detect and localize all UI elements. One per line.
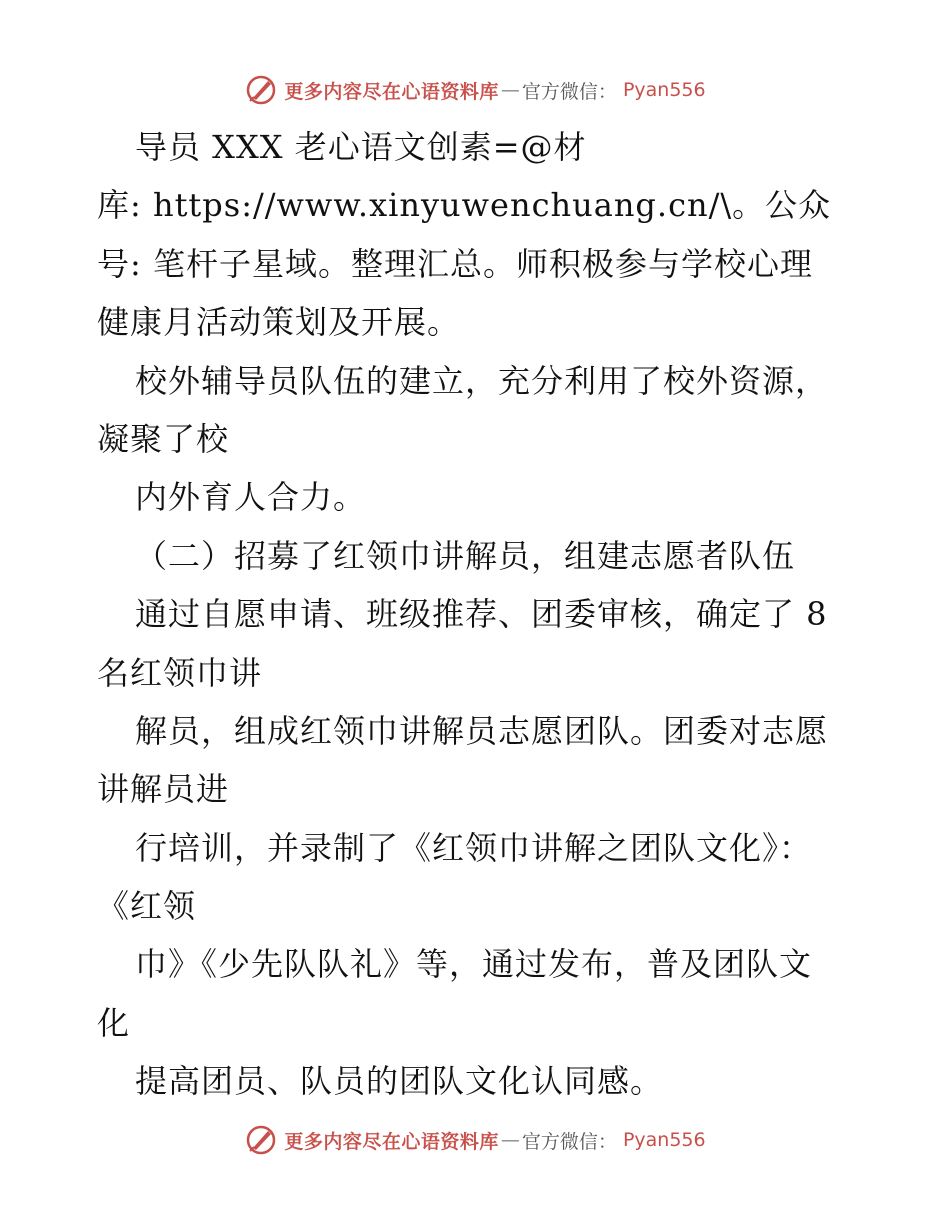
text-line: 名红领巾讲: [97, 653, 263, 692]
document-body: [97, 118, 877, 1111]
text-line: 凝聚了校: [97, 419, 230, 458]
account-id: Pyan556: [622, 1129, 706, 1151]
official-text: 官方微信：: [521, 1130, 617, 1153]
quill-pen-logo-icon: [244, 73, 278, 107]
text-line: 巾》《少先队队礼》等，通过发布，普及团队文: [135, 945, 813, 984]
text-line: 内外育人合力。: [135, 478, 367, 517]
account-id: Pyan556: [622, 79, 706, 101]
text-line: 讲解员进: [97, 770, 230, 809]
text-line: 化: [97, 1003, 131, 1042]
text-line: 《红领: [97, 887, 197, 926]
brand-text: 更多内容尽在心语资料库: [284, 80, 499, 103]
text-line: 健康月活动策划及开展。: [97, 303, 461, 342]
separator: —: [500, 1129, 520, 1151]
footer-watermark-banner: [0, 1120, 950, 1160]
text-line: 库: https://www.xinyuwenchuang.cn/\。公众: [97, 186, 832, 225]
separator: —: [500, 79, 520, 101]
text-line: 校外辅导员队伍的建立，充分利用了校外资源，: [135, 361, 829, 400]
text-line: （二）招募了红领巾讲解员，组建志愿者队伍: [135, 536, 796, 575]
text-line: 号: 笔杆子星域。整理汇总。师积极参与学校心理: [97, 244, 813, 283]
brand-text: 更多内容尽在心语资料库: [284, 1130, 499, 1153]
text-line: 导员 XXX 老心语文创素=@材: [135, 128, 587, 166]
text-line: 通过自愿申请、班级推荐、团委审核，确定了 8: [135, 595, 828, 634]
text-line: 提高团员、队员的团队文化认同感。: [135, 1062, 664, 1101]
text-line: 解员，组成红领巾讲解员志愿团队。团委对志愿: [135, 711, 829, 750]
official-text: 官方微信：: [521, 80, 617, 103]
quill-pen-logo-icon: [244, 1123, 278, 1157]
header-watermark-banner: [0, 70, 950, 110]
text-line: 行培训，并录制了《红领巾讲解之团队文化》：: [135, 828, 813, 867]
